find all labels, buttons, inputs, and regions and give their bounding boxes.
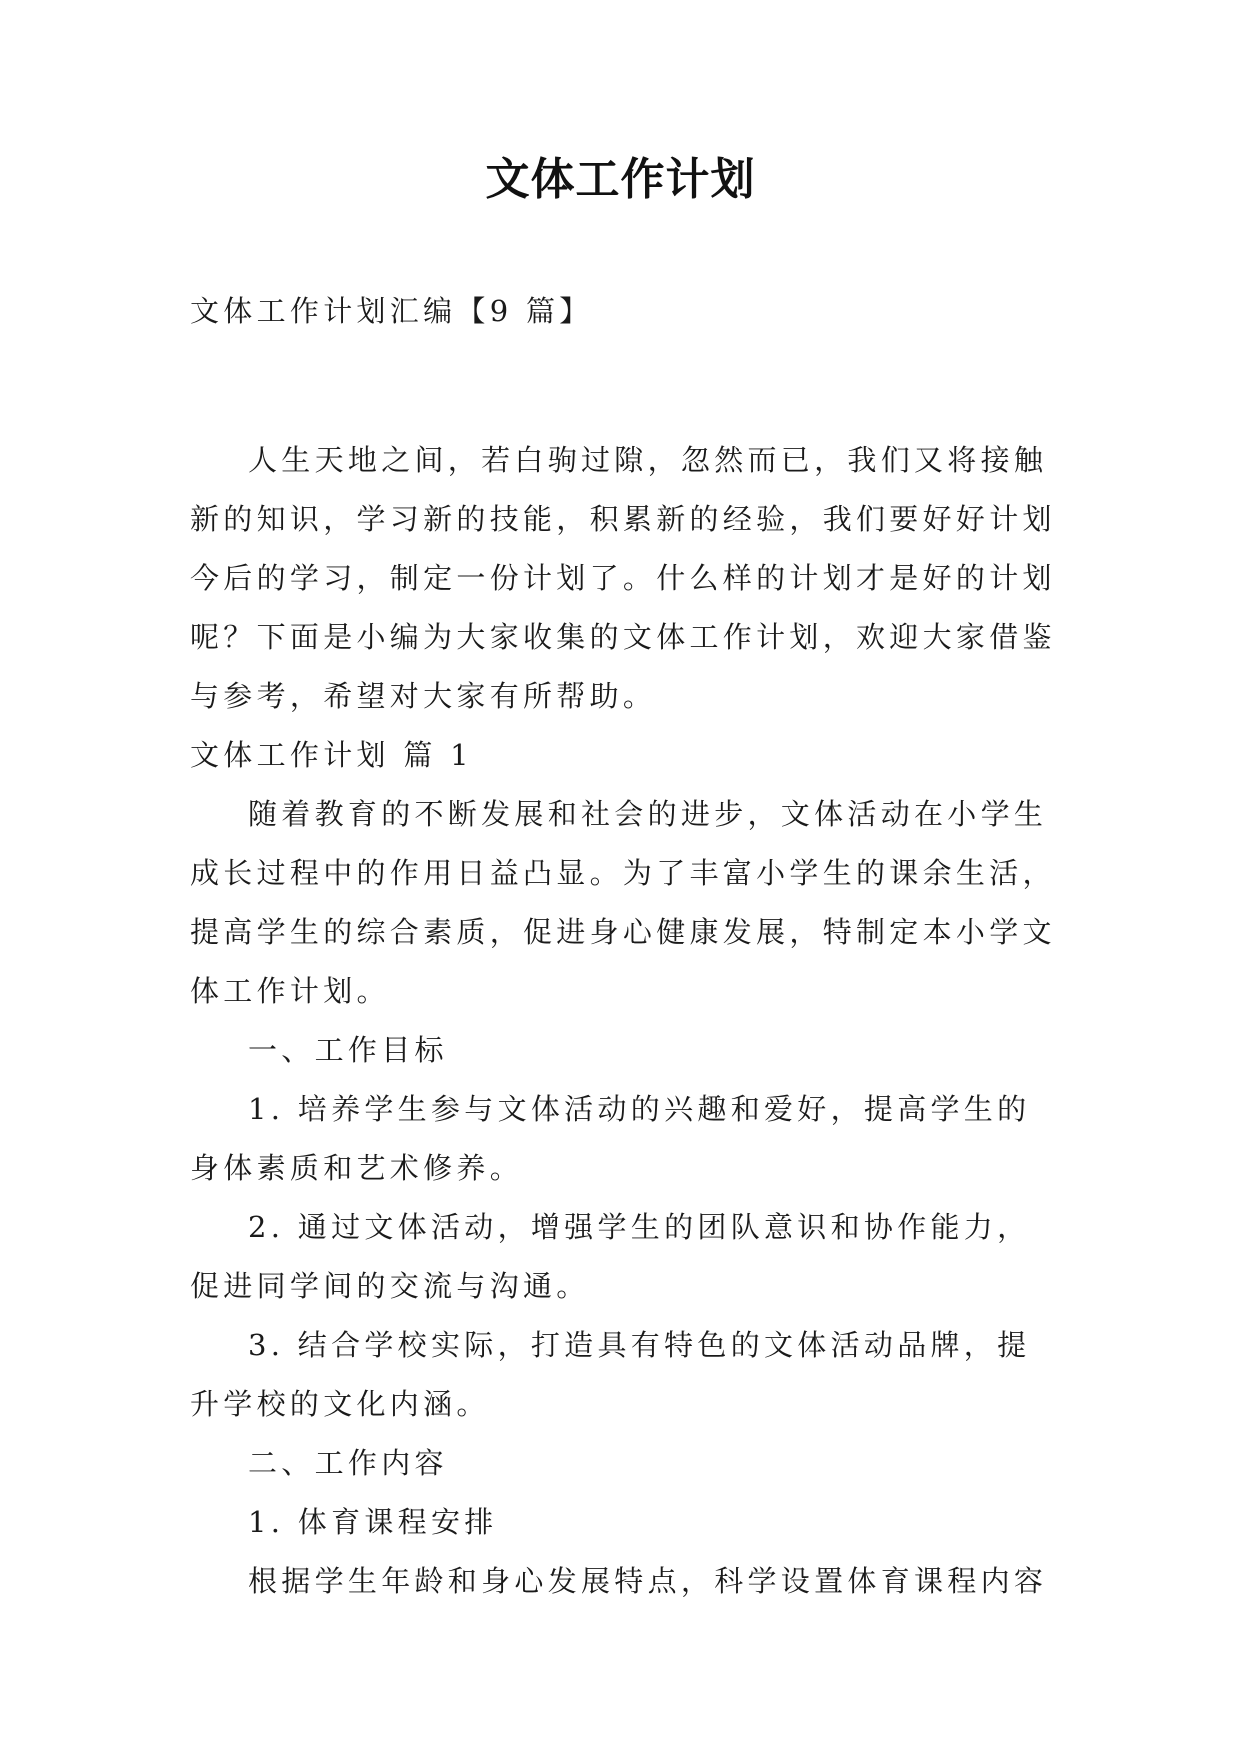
- document-title: 文体工作计划: [485, 154, 756, 205]
- document-subtitle: 文体工作计划汇编【9 篇】: [190, 294, 593, 328]
- section-title-goals: 一、工作目标: [248, 1033, 448, 1067]
- paragraph: 随着教育的不断发展和社会的进步，文体活动在小学生成长过程中的作用日益凸显。为了丰富小学生的课余生活，提高学生的综合素质，促进身心健康发展，特制定本小学文体工作计划。: [190, 797, 1056, 1008]
- list-item: 1. 培养学生参与文体活动的兴趣和爱好，提高学生的身体素质和艺术修养。: [190, 1092, 1031, 1185]
- list-item: 2. 通过文体活动，增强学生的团队意识和协作能力，促进同学间的交流与沟通。: [190, 1210, 1031, 1303]
- intro-paragraph: 人生天地之间，若白驹过隙，忽然而已，我们又将接触新的知识，学习新的技能，积累新的经验，我们要好好计划今后的学习，制定一份计划了。什么样的计划才是好的计划呢？下面是小编为大家收集的文体工作计划，欢迎大家借鉴与参考，希望对大家有所帮助。: [190, 443, 1056, 713]
- document-body: [190, 282, 1060, 1611]
- list-item: 3. 结合学校实际，打造具有特色的文体活动品牌，提升学校的文化内涵。: [190, 1328, 1031, 1421]
- section-heading: 文体工作计划 篇 1: [190, 738, 473, 772]
- spacer: [190, 341, 1060, 431]
- section-title-content: 二、工作内容: [248, 1446, 448, 1480]
- subsection-title: 1. 体育课程安排: [248, 1505, 498, 1539]
- paragraph: 根据学生年龄和身心发展特点，科学设置体育课程内容: [248, 1564, 1048, 1598]
